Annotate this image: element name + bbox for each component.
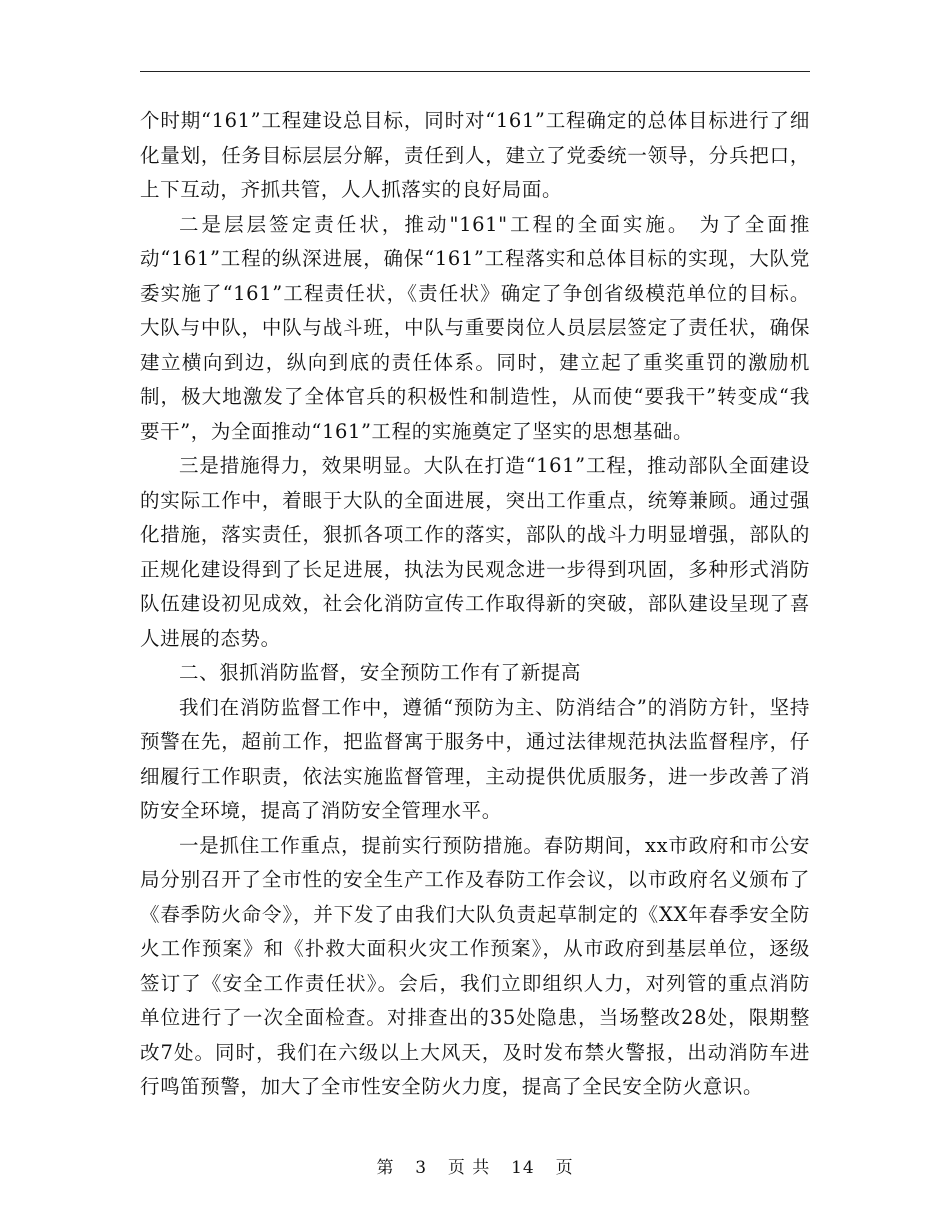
page-footer <box>0 1153 950 1178</box>
paragraph-2: 二是层层签定责任状，推动"161"工程的全面实施。 为了全面推动“161”工程的纵深进展，确保“161”工程落实和总体目标的实现，大队党委实施了“161”工程责任状，《责任状》确定了争创省级模范单位的目标。大队与中队，中队与战斗班，中队与重要岗位人员层层签定了责任状，确保建立横向到边，纵向到底的责任体系。同时，建立起了重奖重罚的激励机制，极大地激发了全体官兵的积极性和制造性，从而使“要我干”转变成“我要干”，为全面推动“161”工程的实施奠定了坚实的思想基础。 <box>140 212 810 443</box>
paragraph-5: 我们在消防监督工作中，遵循“预防为主、防消结合”的消防方针，坚持预警在先，超前工作，把监督寓于服务中，通过法律规范执法监督程序，仔细履行工作职责，依法实施监督管理，主动提供优质服务，进一步改善了消防安全环境，提高了消防安全管理水平。 <box>140 695 810 822</box>
footer-prefix: 第 <box>376 1158 395 1178</box>
footer-middle: 页 共 <box>447 1158 491 1178</box>
document-body <box>140 104 810 1105</box>
paragraph-6: 一是抓住工作重点，提前实行预防措施。春防期间，xx市政府和市公安局分别召开了全市性的安全生产工作及春防工作会议，以市政府名义颁布了《春季防火命令》，并下发了由我们大队负责起草制定的《XX年春季安全防火工作预案》和《扑救大面积火灾工作预案》，从市政府到基层单位，逐级签订了《安全工作责任状》。会后，我们立即组织人力，对列管的重点消防单位进行了一次全面检查。对排查出的35处隐患，当场整改28处，限期整改7处。同时，我们在六级以上大风天，及时发布禁火警报，出动消防车进行鸣笛预警，加大了全市性安全防火力度，提高了全民安全防火意识。 <box>140 833 810 1098</box>
paragraph-3: 三是措施得力，效果明显。大队在打造“161”工程，推动部队全面建设的实际工作中，着眼于大队的全面进展，突出工作重点，统筹兼顾。通过强化措施，落实责任，狠抓各项工作的落实，部队的战斗力明显增强，部队的正规化建设得到了长足进展，执法为民观念进一步得到巩固，多种形式消防队伍建设初见成效，社会化消防宣传工作取得新的突破，部队建设呈现了喜人进展的态势。 <box>140 454 810 650</box>
footer-total-pages: 14 <box>511 1158 535 1178</box>
footer-current-page: 3 <box>415 1158 428 1178</box>
footer-suffix: 页 <box>555 1158 574 1178</box>
section-heading: 二、狠抓消防监督，安全预防工作有了新提高 <box>179 661 582 684</box>
paragraph-1: 个时期“161”工程建设总目标，同时对“161”工程确定的总体目标进行了细化量划，任务目标层层分解，责任到人，建立了党委统一领导，分兵把口，上下互动，齐抓共管，人人抓落实的良好局面。 <box>140 109 810 201</box>
header-rule <box>140 71 810 72</box>
